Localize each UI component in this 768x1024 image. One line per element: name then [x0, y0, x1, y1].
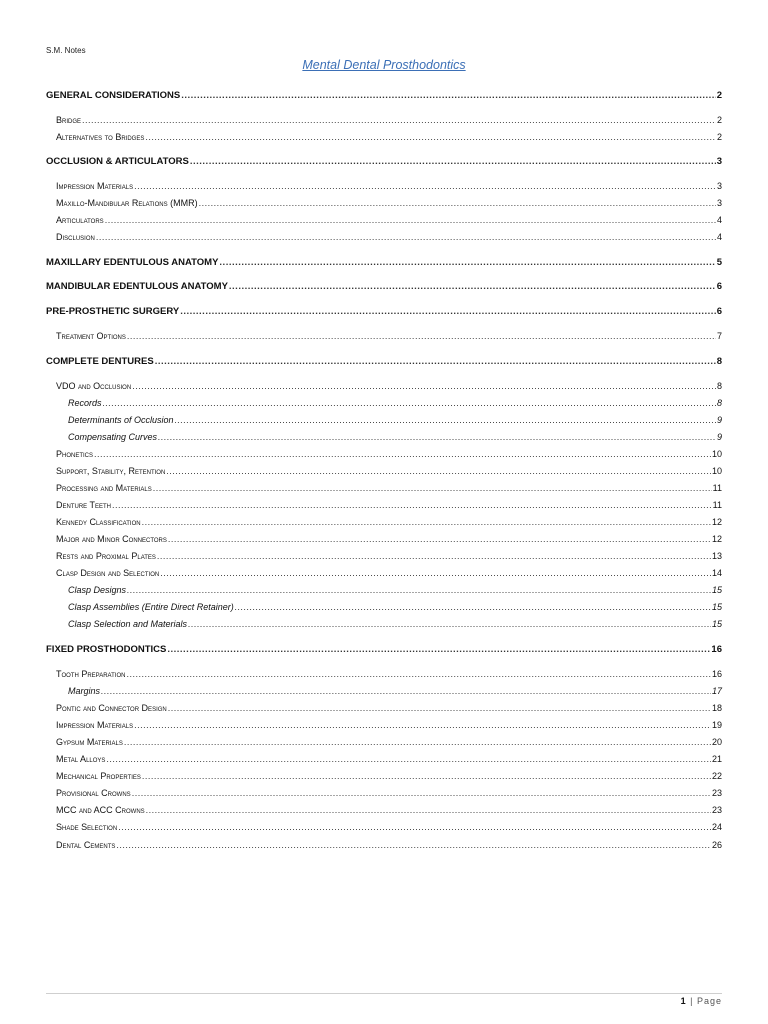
toc-entry-label: Impression Materials [56, 181, 134, 191]
toc-entry-label: Records [68, 398, 102, 408]
toc-entry-page: 12 [711, 534, 722, 544]
toc-entry-page: 20 [711, 737, 722, 747]
toc-leader-dots [145, 132, 716, 142]
toc-entry[interactable] [46, 669, 722, 679]
toc-entry[interactable] [46, 517, 722, 527]
toc-entry-page: 15 [711, 602, 722, 612]
toc-entry-page: 7 [716, 331, 722, 341]
footer-page-word: Page [696, 996, 722, 1006]
toc-entry[interactable] [46, 90, 722, 101]
header-note: S.M. Notes [46, 46, 86, 55]
toc-entry-page: 3 [716, 181, 722, 191]
toc-entry-page: 6 [716, 306, 722, 317]
toc-leader-dots [219, 257, 715, 268]
toc-entry[interactable] [46, 737, 722, 747]
toc-entry[interactable] [46, 232, 722, 242]
toc-entry[interactable] [46, 449, 722, 459]
toc-leader-dots [134, 720, 711, 730]
toc-entry-label: GENERAL CONSIDERATIONS [46, 90, 181, 101]
toc-leader-dots [105, 215, 716, 225]
toc-leader-dots [180, 306, 716, 317]
footer-page-number: 1 [680, 996, 687, 1006]
footer-divider [46, 993, 722, 994]
toc-entry[interactable] [46, 500, 722, 510]
toc-entry[interactable] [46, 686, 722, 696]
toc-entry[interactable] [46, 181, 722, 191]
toc-entry-page: 8 [716, 398, 722, 408]
toc-entry-label: Major and Minor Connectors [56, 534, 167, 544]
toc-leader-dots [175, 415, 716, 425]
toc-entry-label: Clasp Selection and Materials [68, 619, 188, 629]
toc-entry-label: VDO and Occlusion [56, 381, 132, 391]
toc-entry-page: 26 [711, 840, 722, 850]
toc-entry-label: Margins [68, 686, 101, 696]
toc-entry[interactable] [46, 551, 722, 561]
toc-leader-dots [132, 788, 711, 798]
toc-entry-label: Provisional Crowns [56, 788, 131, 798]
toc-leader-dots [127, 331, 716, 341]
toc-entry-label: Alternatives to Bridges [56, 132, 145, 142]
toc-leader-dots [155, 356, 716, 367]
toc-entry[interactable] [46, 331, 722, 341]
toc-entry[interactable] [46, 432, 722, 442]
toc-leader-dots [142, 771, 711, 781]
toc-entry[interactable] [46, 381, 722, 391]
toc-entry-page: 8 [716, 381, 722, 391]
toc-leader-dots [188, 619, 711, 629]
toc-entry[interactable] [46, 822, 722, 832]
toc-leader-dots [160, 568, 711, 578]
toc-entry-label: Clasp Assemblies (Entire Direct Retainer) [68, 602, 234, 612]
toc-entry-label: Clasp Designs [68, 585, 127, 595]
toc-entry-page: 2 [716, 132, 722, 142]
toc-entry-label: Tooth Preparation [56, 669, 126, 679]
toc-entry-page: 9 [716, 415, 722, 425]
toc-leader-dots [127, 585, 711, 595]
toc-entry[interactable] [46, 754, 722, 764]
toc-entry-label: Metal Alloys [56, 754, 106, 764]
toc-entry-label: MANDIBULAR EDENTULOUS ANATOMY [46, 281, 228, 292]
toc-entry-label: Maxillo-Mandibular Relations (MMR) [56, 198, 198, 208]
toc-leader-dots [126, 669, 711, 679]
toc-leader-dots [94, 449, 711, 459]
toc-entry-label: Mechanical Properties [56, 771, 141, 781]
toc-entry[interactable] [46, 619, 722, 629]
document-title: Mental Dental Prosthodontics [302, 58, 466, 72]
toc-entry-label: Support, Stability, Retention [56, 466, 166, 476]
toc-entry-page: 22 [711, 771, 722, 781]
toc-entry[interactable] [46, 720, 722, 730]
toc-entry-label: MCC and ACC Crowns [56, 805, 145, 815]
toc-entry[interactable] [46, 568, 722, 578]
toc-entry-page: 4 [716, 215, 722, 225]
toc-leader-dots [112, 500, 712, 510]
toc-leader-dots [82, 115, 716, 125]
toc-leader-dots [158, 432, 716, 442]
toc-entry[interactable] [46, 771, 722, 781]
toc-entry-page: 3 [716, 198, 722, 208]
toc-entry-page: 19 [711, 720, 722, 730]
toc-entry-page: 10 [711, 466, 722, 476]
toc-entry-label: OCCLUSION & ARTICULATORS [46, 156, 189, 167]
toc-entry-label: Articulators [56, 215, 104, 225]
toc-entry-label: Rests and Proximal Plates [56, 551, 156, 561]
toc-entry-page: 23 [711, 805, 722, 815]
toc-entry[interactable] [46, 215, 722, 225]
toc-entry-label: Shade Selection [56, 822, 118, 832]
toc-entry-page: 8 [716, 356, 722, 367]
toc-entry-label: Clasp Design and Selection [56, 568, 160, 578]
toc-entry[interactable] [46, 257, 722, 268]
toc-leader-dots [167, 644, 710, 655]
toc-entry-page: 16 [711, 644, 722, 655]
toc-entry-label: Kennedy Classification [56, 517, 141, 527]
toc-entry-label: Determinants of Occlusion [68, 415, 174, 425]
toc-leader-dots [106, 754, 711, 764]
toc-entry-page: 21 [711, 754, 722, 764]
toc-leader-dots [157, 551, 711, 561]
toc-leader-dots [199, 198, 716, 208]
toc-entry-label: MAXILLARY EDENTULOUS ANATOMY [46, 257, 219, 268]
toc-entry-label: Treatment Options [56, 331, 126, 341]
toc-leader-dots [153, 483, 712, 493]
toc-entry-label: Processing and Materials [56, 483, 152, 493]
toc-entry-label: Gypsum Materials [56, 737, 123, 747]
toc-entry[interactable] [46, 840, 722, 850]
toc-entry-label: Pontic and Connector Design [56, 703, 167, 713]
toc-entry-page: 2 [716, 90, 722, 101]
toc-entry-label: Phonetics [56, 449, 94, 459]
toc-entry-page: 14 [711, 568, 722, 578]
toc-entry-label: Denture Teeth [56, 500, 112, 510]
toc-entry[interactable] [46, 415, 722, 425]
toc-leader-dots [134, 181, 716, 191]
toc-entry[interactable] [46, 805, 722, 815]
toc-leader-dots [124, 737, 711, 747]
toc-entry-label: PRE-PROSTHETIC SURGERY [46, 306, 180, 317]
toc-entry[interactable] [46, 306, 722, 317]
toc-entry[interactable] [46, 356, 722, 367]
toc-entry[interactable] [46, 156, 722, 167]
toc-leader-dots [96, 232, 716, 242]
toc-entry-page: 5 [716, 257, 722, 268]
toc-entry-page: 12 [711, 517, 722, 527]
toc-leader-dots [229, 281, 716, 292]
toc-entry-page: 10 [711, 449, 722, 459]
toc-entry-page: 24 [711, 822, 722, 832]
toc-entry[interactable] [46, 585, 722, 595]
toc-entry[interactable] [46, 602, 722, 612]
toc-entry-page: 17 [711, 686, 722, 696]
toc-entry-label: Compensating Curves [68, 432, 158, 442]
toc-entry[interactable] [46, 483, 722, 493]
toc-entry-page: 9 [716, 432, 722, 442]
page-footer [681, 996, 722, 1006]
toc-leader-dots [101, 686, 711, 696]
toc-leader-dots [116, 840, 711, 850]
toc-leader-dots [132, 381, 716, 391]
toc-entry[interactable] [46, 281, 722, 292]
toc-entry[interactable] [46, 644, 722, 655]
toc-leader-dots [235, 602, 711, 612]
toc-entry-page: 6 [716, 281, 722, 292]
toc-leader-dots [181, 90, 715, 101]
toc-entry[interactable] [46, 115, 722, 125]
toc-entry-label: Disclusion [56, 232, 95, 242]
toc-entry-page: 15 [711, 619, 722, 629]
toc-entry-page: 23 [711, 788, 722, 798]
toc-leader-dots [168, 534, 711, 544]
toc-entry-page: 3 [716, 156, 722, 167]
toc-entry[interactable] [46, 398, 722, 408]
toc-entry-page: 11 [712, 483, 722, 493]
toc-entry-page: 11 [712, 500, 722, 510]
toc-entry-page: 16 [711, 669, 722, 679]
toc-leader-dots [103, 398, 716, 408]
toc-leader-dots [190, 156, 716, 167]
toc-leader-dots [118, 822, 711, 832]
toc-entry[interactable] [46, 703, 722, 713]
toc-entry-label: FIXED PROSTHODONTICS [46, 644, 167, 655]
toc-leader-dots [166, 466, 711, 476]
toc-leader-dots [142, 517, 711, 527]
toc-entry-page: 4 [716, 232, 722, 242]
toc-entry-label: Dental Cements [56, 840, 116, 850]
toc-entry[interactable] [46, 466, 722, 476]
toc-leader-dots [168, 703, 711, 713]
toc-leader-dots [146, 805, 711, 815]
toc-entry[interactable] [46, 788, 722, 798]
toc-entry-page: 13 [711, 551, 722, 561]
toc-entry[interactable] [46, 198, 722, 208]
toc-entry-page: 18 [711, 703, 722, 713]
toc-entry-page: 15 [711, 585, 722, 595]
footer-separator: | [690, 996, 694, 1006]
toc-entry[interactable] [46, 534, 722, 544]
toc-entry[interactable] [46, 132, 722, 142]
toc-entry-label: Impression Materials [56, 720, 134, 730]
toc-entry-label: Bridge [56, 115, 82, 125]
toc-entry-page: 2 [716, 115, 722, 125]
toc-entry-label: COMPLETE DENTURES [46, 356, 154, 367]
